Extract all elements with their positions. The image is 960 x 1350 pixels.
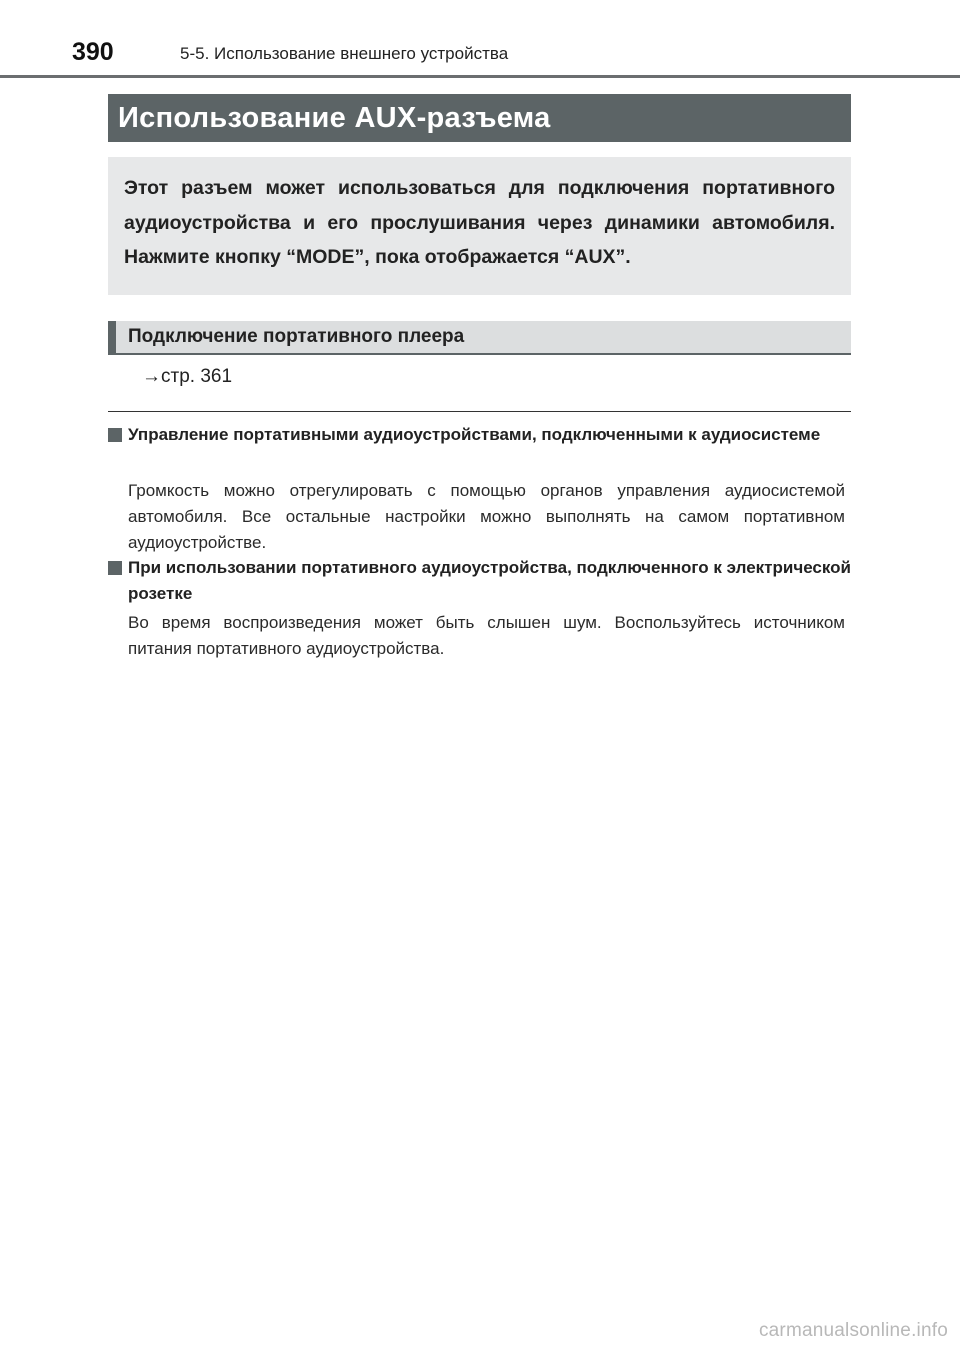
divider [108,411,851,412]
intro-box [108,157,851,295]
subsection-title: Подключение портативного плеера [128,326,465,347]
note-bullet-icon [108,561,122,575]
intro-text: Этот разъем может использоваться для подключения портативного аудиоустройства и его прослушивания через динамики автомобиля. Нажмите кнопку “MODE”, пока отображается “AUX”. [124,177,835,268]
note-bullet-icon [108,428,122,442]
page-title: Использование AUX-разъема [118,101,551,134]
note-title: Управление портативными аудиоустройствами, подключенными к аудиосистеме [128,425,821,444]
note-body: Во время воспроизведения может быть слышен шум. Воспользуйтесь источником питания портативного аудиоустройства. [128,613,845,658]
page-reference: →стр. 361 [142,366,233,387]
watermark: carmanualsonline.info [758,1320,948,1341]
header-rule [0,75,960,78]
subsection-header [108,321,851,355]
note-title: При использовании портативного аудиоустройства, подключенного к электрической розетке [128,558,851,603]
title-bar [108,94,851,142]
section-header: 5-5. Использование внешнего устройства [180,44,509,63]
note-body: Громкость можно отрегулировать с помощью органов управления аудиосистемой автомобиля. Все остальные настройки можно выполнять на самом портативном аудиоустройстве. [128,481,845,552]
page-number: 390 [72,38,114,66]
